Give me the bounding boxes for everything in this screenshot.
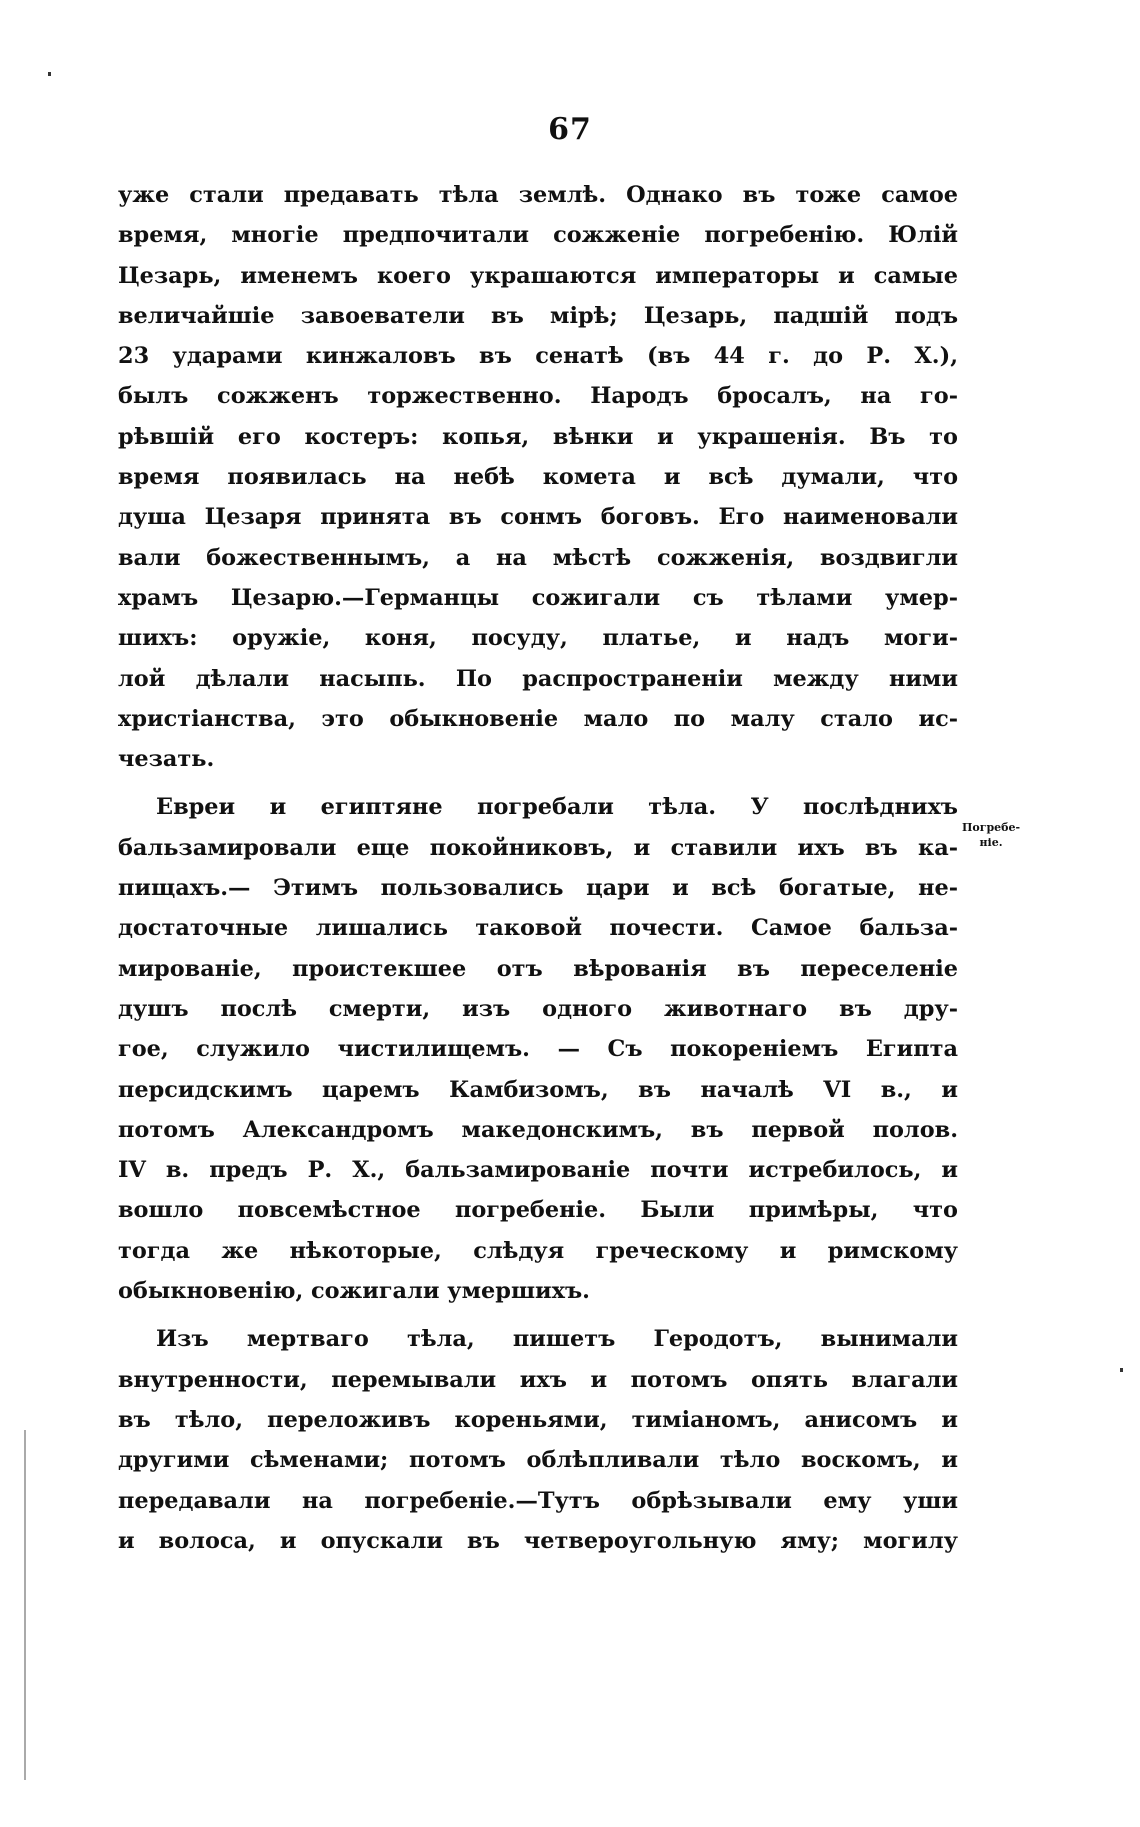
text-line: душа Цезаря принята въ сонмъ боговъ. Его наименовали: [118, 504, 958, 531]
text-line: потомъ Александромъ македонскимъ, въ первой полов.: [118, 1116, 958, 1143]
text-line: чезать.: [118, 746, 215, 773]
text-line: вали божественнымъ, а на мѣстѣ сожженія, воздвигли: [118, 544, 958, 571]
paragraph-gap: [118, 1311, 958, 1319]
text-line: мированіе, проистекшее отъ вѣрованія въ переселеніе: [118, 955, 958, 982]
text-line: храмъ Цезарю.—Германцы сожигали съ тѣлами умер-: [118, 584, 958, 611]
text-line: IV в. предъ Р. Х., бальзамированіе почти истребилось, и: [118, 1157, 958, 1184]
scan-edge-line: [24, 1430, 26, 1780]
paragraph-3: [118, 1319, 958, 1561]
text-line: рѣвшій его костеръ: копья, вѣнки и украшенія. Въ то: [118, 423, 958, 450]
text-line: христіанства, это обыкновеніе мало по малу стало ис-: [118, 705, 958, 732]
text-line: время появилась на небѣ комета и всѣ думали, что: [118, 464, 958, 491]
text-line: уже стали предавать тѣла землѣ. Однако въ тоже самое: [118, 182, 958, 208]
body-text: [118, 175, 958, 1561]
margin-note-line: Погребе-: [962, 821, 1021, 834]
text-line: величайшіе завоеватели въ мірѣ; Цезарь, падшій подъ: [118, 302, 958, 329]
text-line: гое, служило чистилищемъ. — Съ покореніемъ Египта: [118, 1036, 958, 1063]
margin-note: [962, 820, 1020, 850]
text-line: бальзамировали еще покойниковъ, и ставили ихъ въ ка-: [118, 834, 958, 861]
paragraph-1: [118, 175, 958, 779]
text-line: Изъ мертваго тѣла, пишетъ Геродотъ, вынимали: [156, 1326, 958, 1353]
text-line: персидскимъ царемъ Камбизомъ, въ началѣ VI в., и: [118, 1076, 958, 1103]
text-line: душъ послѣ смерти, изъ одного животнаго въ дру-: [118, 995, 958, 1022]
text-line: обыкновенію, сожигали умершихъ.: [118, 1278, 590, 1305]
text-line: передавали на погребеніе.—Тутъ обрѣзывали ему уши: [118, 1487, 958, 1514]
scan-speck: [1120, 1368, 1123, 1372]
text-line: внутренности, перемывали ихъ и потомъ опять влагали: [118, 1366, 958, 1393]
text-line: достаточные лишались таковой почести. Самое бальза-: [118, 915, 958, 942]
text-line: вошло повсемѣстное погребеніе. Были примѣры, что: [118, 1197, 958, 1224]
text-line: шихъ: оружіе, коня, посуду, платье, и надъ моги-: [118, 625, 958, 652]
text-line: въ тѣло, переложивъ кореньями, тиміаномъ, анисомъ и: [118, 1406, 958, 1433]
text-line: пищахъ.— Этимъ пользовались цари и всѣ богатые, не-: [118, 875, 958, 902]
text-line: Евреи и египтяне погребали тѣла. У послѣднихъ: [156, 794, 958, 821]
text-line: время, многіе предпочитали сожженіе погребенію. Юлій: [118, 222, 958, 249]
text-line: лой дѣлали насыпь. По распространеніи между ними: [118, 665, 958, 692]
text-line: тогда же нѣкоторые, слѣдуя греческому и римскому: [118, 1237, 958, 1264]
text-line: былъ сожженъ торжественно. Народъ бросалъ, на го-: [118, 383, 958, 410]
text-line: Цезарь, именемъ коего украшаются императоры и самые: [118, 262, 958, 289]
scan-speck: [48, 72, 51, 76]
paragraph-2: [118, 787, 958, 1311]
margin-note-line: ніе.: [979, 836, 1003, 849]
text-line: 23 ударами кинжаловъ въ сенатѣ (въ 44 г. до Р. Х.),: [118, 343, 958, 370]
page-number: 67: [548, 112, 592, 147]
text-line: другими сѣменами; потомъ облѣпливали тѣло воскомъ, и: [118, 1447, 958, 1474]
text-line: и волоса, и опускали въ четвероугольную яму; могилу: [118, 1527, 958, 1554]
paragraph-gap: [118, 779, 958, 787]
